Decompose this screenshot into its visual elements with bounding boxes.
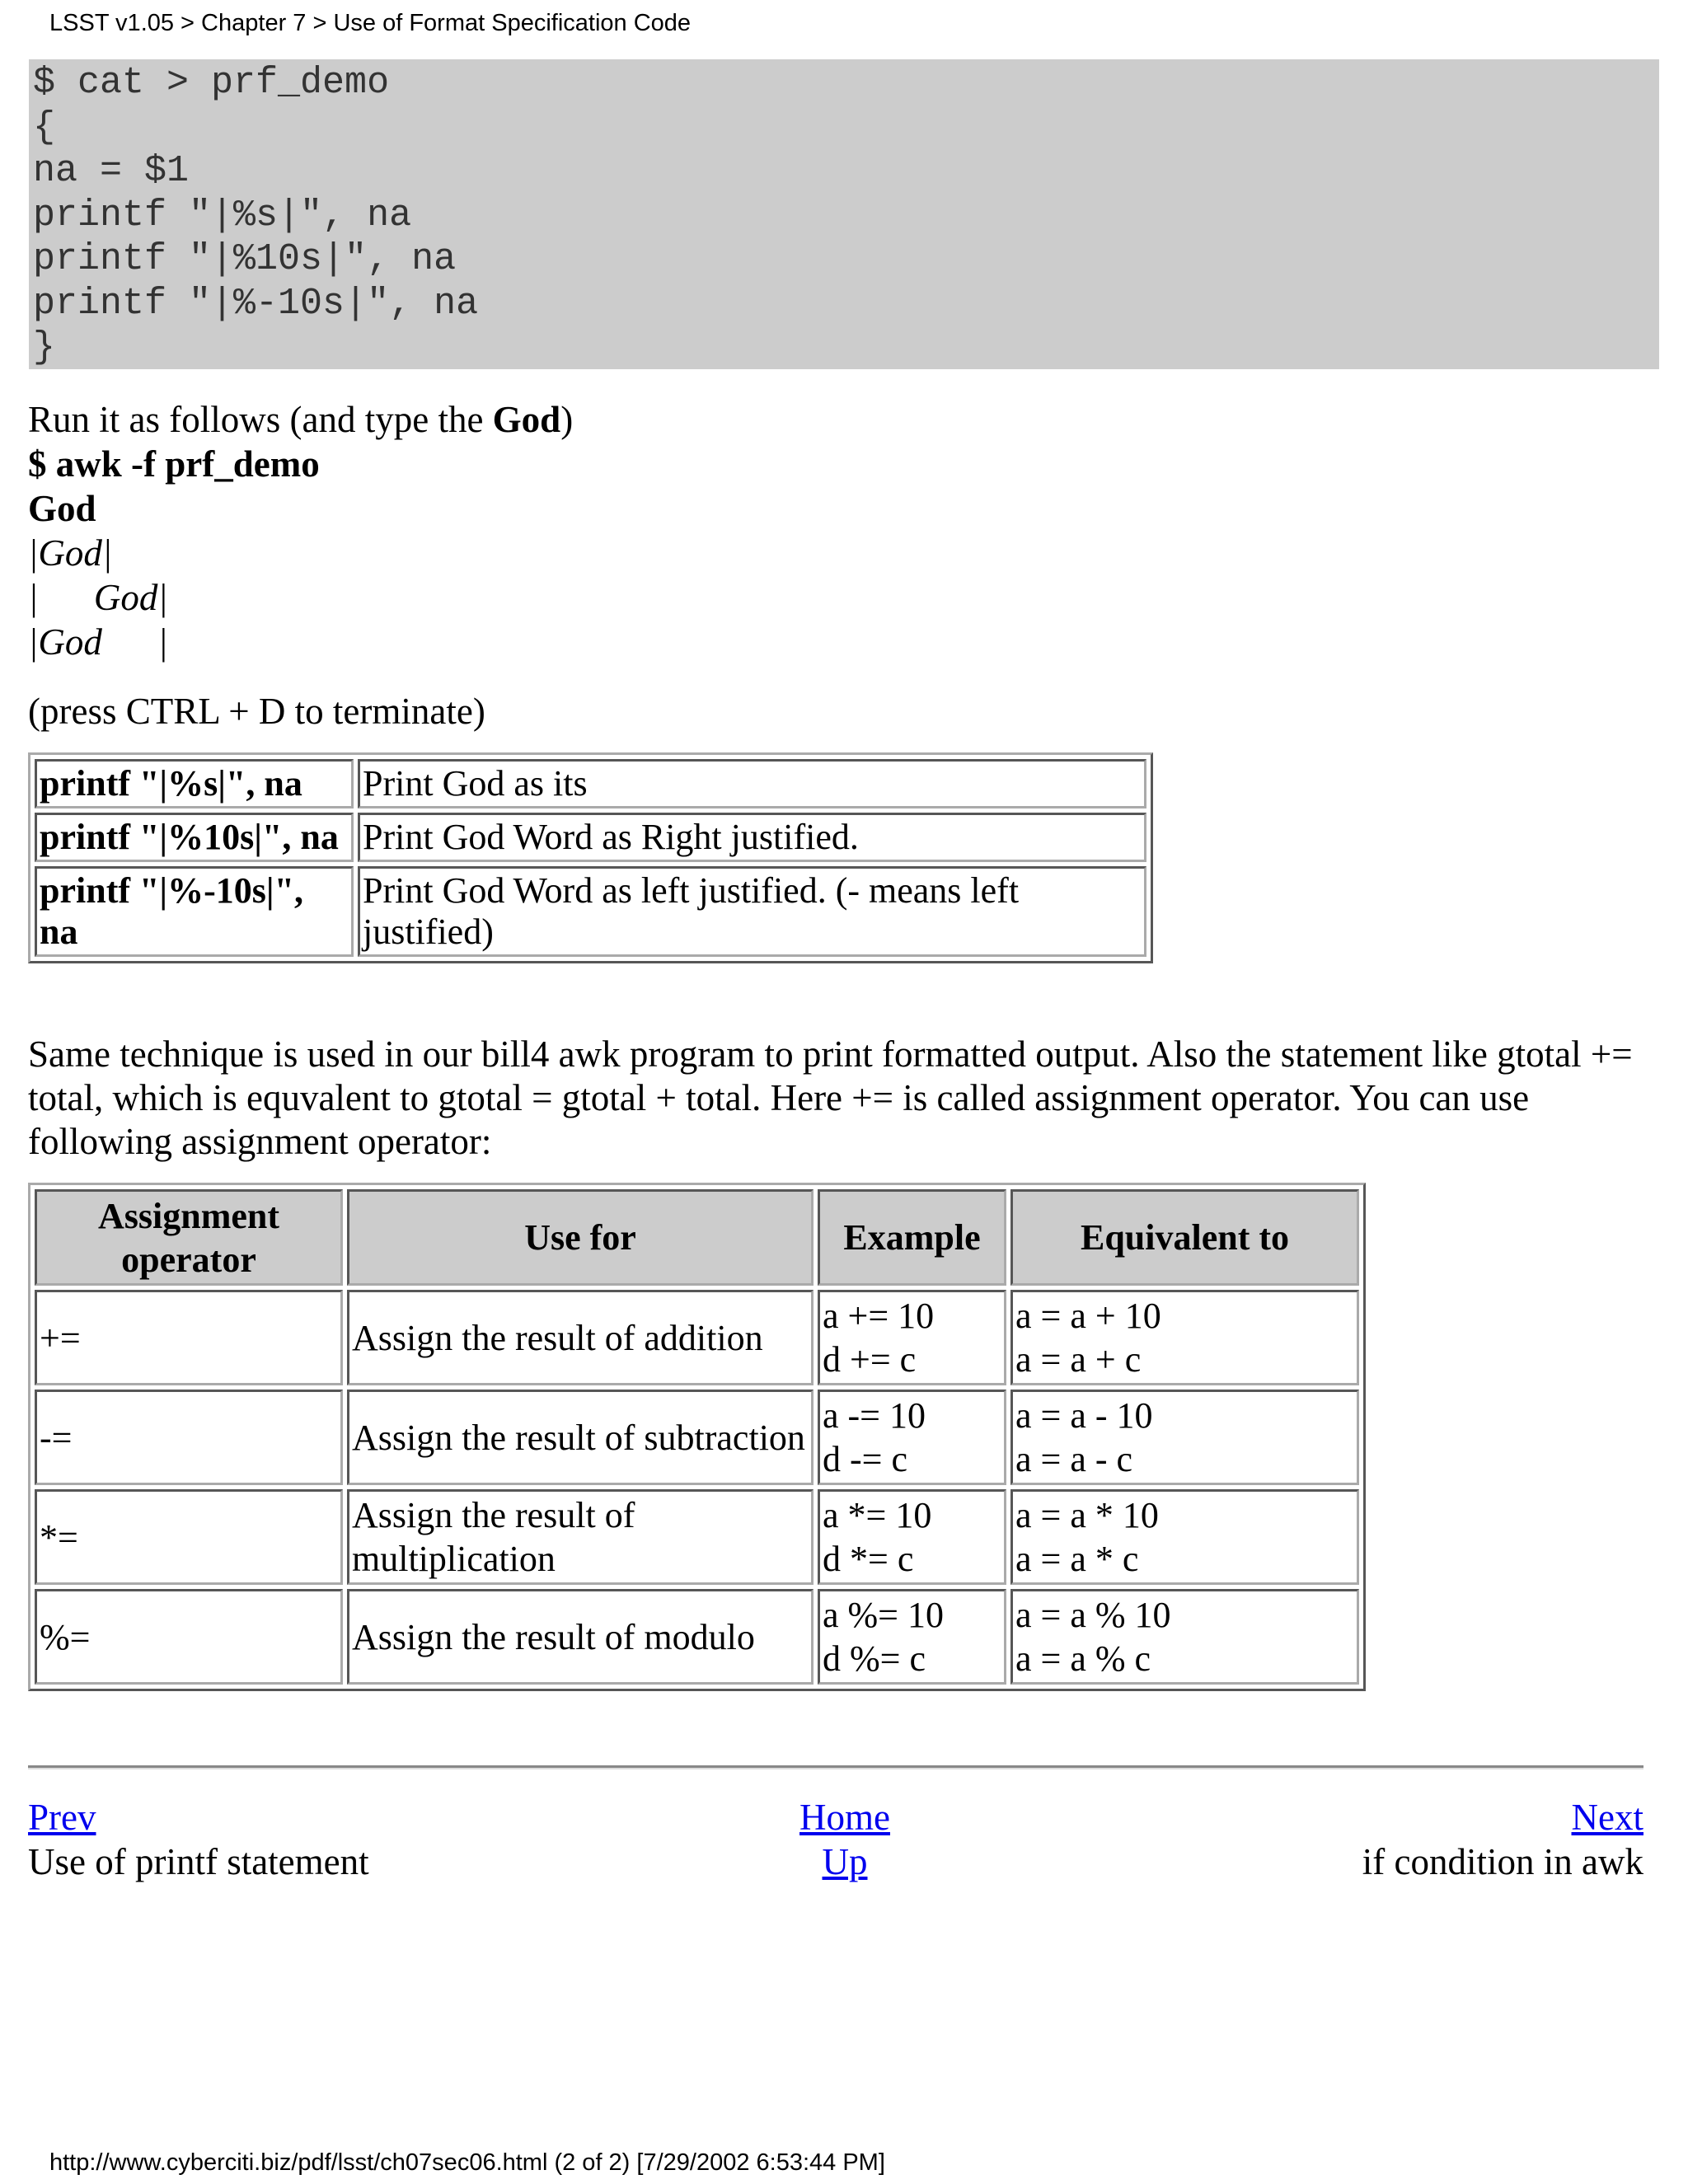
code-line: printf "|%s|", na [33, 194, 412, 237]
navigation-divider [28, 1765, 1643, 1769]
column-header: Equivalent to [1010, 1189, 1359, 1286]
use-cell: Assign the result of multiplication [347, 1489, 814, 1585]
breadcrumb: LSST v1.05 > Chapter 7 > Use of Format Specification Code [49, 10, 692, 36]
run-section [28, 397, 1660, 733]
output-line: | God| [28, 577, 168, 618]
example-cell: a %= 10 d %= c [818, 1589, 1006, 1685]
printf-code: printf "|%s|", na [35, 759, 354, 808]
nav-home [796, 1795, 893, 1884]
column-header: Use for [347, 1189, 814, 1286]
operator-table [28, 1183, 1366, 1691]
printf-desc: Print God as its [358, 759, 1146, 808]
run-command: $ awk -f prf_demo [28, 443, 320, 485]
prev-title: Use of printf statement [28, 1841, 369, 1882]
operator-cell: %= [35, 1589, 343, 1685]
table-row [35, 759, 1146, 808]
operator-cell: *= [35, 1489, 343, 1585]
column-header: Example [818, 1189, 1006, 1286]
table-header-row [35, 1189, 1359, 1286]
printf-code: printf "|%10s|", na [35, 813, 354, 862]
output-line: |God | [28, 621, 168, 663]
next-link[interactable]: Next [1571, 1797, 1643, 1838]
code-line: } [33, 326, 56, 368]
code-line: na = $1 [33, 150, 190, 192]
equivalent-cell: a = a * 10 a = a * c [1010, 1489, 1359, 1585]
printf-desc: Print God Word as left justified. (- means left justified) [358, 866, 1146, 957]
assignment-paragraph: Same technique is used in our bill4 awk program to print formatted output. Also the statement like gtotal += total, which is equvalent to gtotal = gtotal + total. Here += is called assignment operator. You can use following assignment operator: [28, 1033, 1633, 1162]
table-row [35, 1290, 1359, 1385]
home-link[interactable]: Home [799, 1797, 890, 1838]
code-line: $ cat > prf_demo [33, 62, 390, 104]
operator-cell: += [35, 1290, 343, 1385]
nav-next [1362, 1795, 1643, 1884]
next-title: if condition in awk [1362, 1841, 1643, 1882]
equivalent-cell: a = a % 10 a = a % c [1010, 1589, 1359, 1685]
use-cell: Assign the result of subtraction [347, 1390, 814, 1485]
prev-link[interactable]: Prev [28, 1797, 96, 1838]
printf-desc: Print God Word as Right justified. [358, 813, 1146, 862]
code-block [29, 59, 1659, 369]
example-cell: a -= 10 d -= c [818, 1390, 1006, 1485]
equivalent-cell: a = a - 10 a = a - c [1010, 1390, 1359, 1485]
code-line: { [33, 105, 56, 148]
run-intro: Run it as follows (and type the God) [28, 399, 574, 440]
column-header: Assignment operator [35, 1189, 343, 1286]
nav-prev [28, 1795, 369, 1884]
printf-table [28, 752, 1153, 963]
example-cell: a *= 10 d *= c [818, 1489, 1006, 1585]
terminate-note: (press CTRL + D to terminate) [28, 691, 485, 732]
up-link[interactable]: Up [822, 1841, 868, 1882]
code-line: printf "|%-10s|", na [33, 282, 479, 325]
output-line: |God| [28, 532, 113, 574]
use-cell: Assign the result of addition [347, 1290, 814, 1385]
run-input: God [28, 488, 96, 529]
code-line: printf "|%10s|", na [33, 238, 457, 280]
operator-cell: -= [35, 1390, 343, 1485]
use-cell: Assign the result of modulo [347, 1589, 814, 1685]
table-row [35, 1390, 1359, 1485]
table-row [35, 1589, 1359, 1685]
table-row [35, 866, 1146, 957]
table-row [35, 813, 1146, 862]
example-cell: a += 10 d += c [818, 1290, 1006, 1385]
page-footer-url: http://www.cyberciti.biz/pdf/lsst/ch07sec06.html (2 of 2) [7/29/2002 6:53:44 PM] [49, 2149, 885, 2176]
printf-code: printf "|%-10s|", na [35, 866, 354, 957]
table-row [35, 1489, 1359, 1585]
equivalent-cell: a = a + 10 a = a + c [1010, 1290, 1359, 1385]
